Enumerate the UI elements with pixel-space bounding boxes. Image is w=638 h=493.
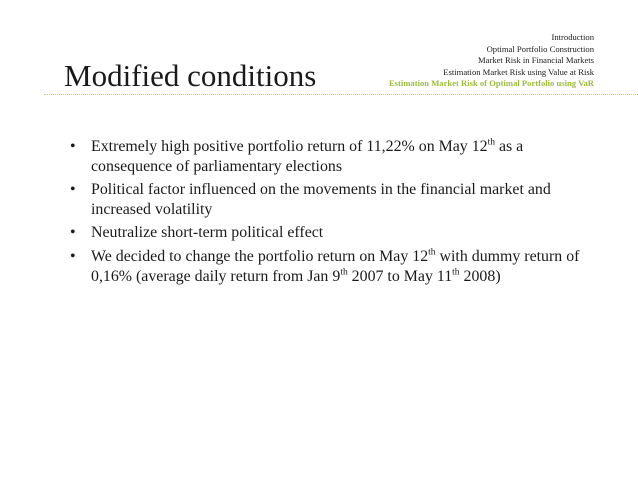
bullet-text: with dummy return of 0,16% (average daily return from Jan 9	[91, 247, 580, 285]
bullet-item	[70, 247, 596, 286]
nav-item-market-risk-in-financial-markets: Market Risk in Financial Markets	[478, 55, 594, 66]
nav-item-introduction: Introduction	[551, 32, 594, 42]
bullet-marker: •	[70, 138, 76, 155]
bullet-text: 2007 to May 11	[347, 267, 453, 285]
bullet-text: Political factor influenced on the movements in the financial market and increased volatility	[91, 181, 551, 218]
superscript: th	[487, 137, 495, 148]
bullet-text: Neutralize short-term political effect	[91, 224, 324, 242]
bullet-item	[70, 180, 596, 219]
bullet-marker: •	[70, 247, 76, 265]
nav-item-optimal-portfolio-construction: Optimal Portfolio Construction	[486, 43, 594, 54]
nav-item-estimation-market-risk-optimal-portfolio: Estimation Market Risk of Optimal Portfolio using VaR	[388, 78, 594, 89]
bullet-text: 2008)	[459, 267, 501, 285]
bullet-text: We decided to change the portfolio return on May 12	[91, 247, 429, 265]
nav-item-estimation-market-risk-var: Estimation Market Risk using Value at Risk	[443, 66, 594, 77]
bullet-marker: •	[70, 181, 76, 199]
superscript: th	[340, 267, 348, 278]
bullet-list	[70, 137, 596, 290]
bullet-item	[70, 137, 596, 176]
section-navigation	[389, 32, 594, 90]
title-divider	[44, 94, 638, 95]
bullet-item	[70, 223, 596, 243]
bullet-marker: •	[70, 224, 76, 242]
superscript: th	[452, 267, 460, 278]
slide-title: Modified conditions	[64, 58, 317, 93]
bullet-text: as a consequence of parliamentary elections	[91, 138, 524, 175]
superscript: th	[428, 247, 436, 258]
bullet-text: Extremely high positive portfolio return of 11,22% on May 12	[91, 138, 488, 155]
